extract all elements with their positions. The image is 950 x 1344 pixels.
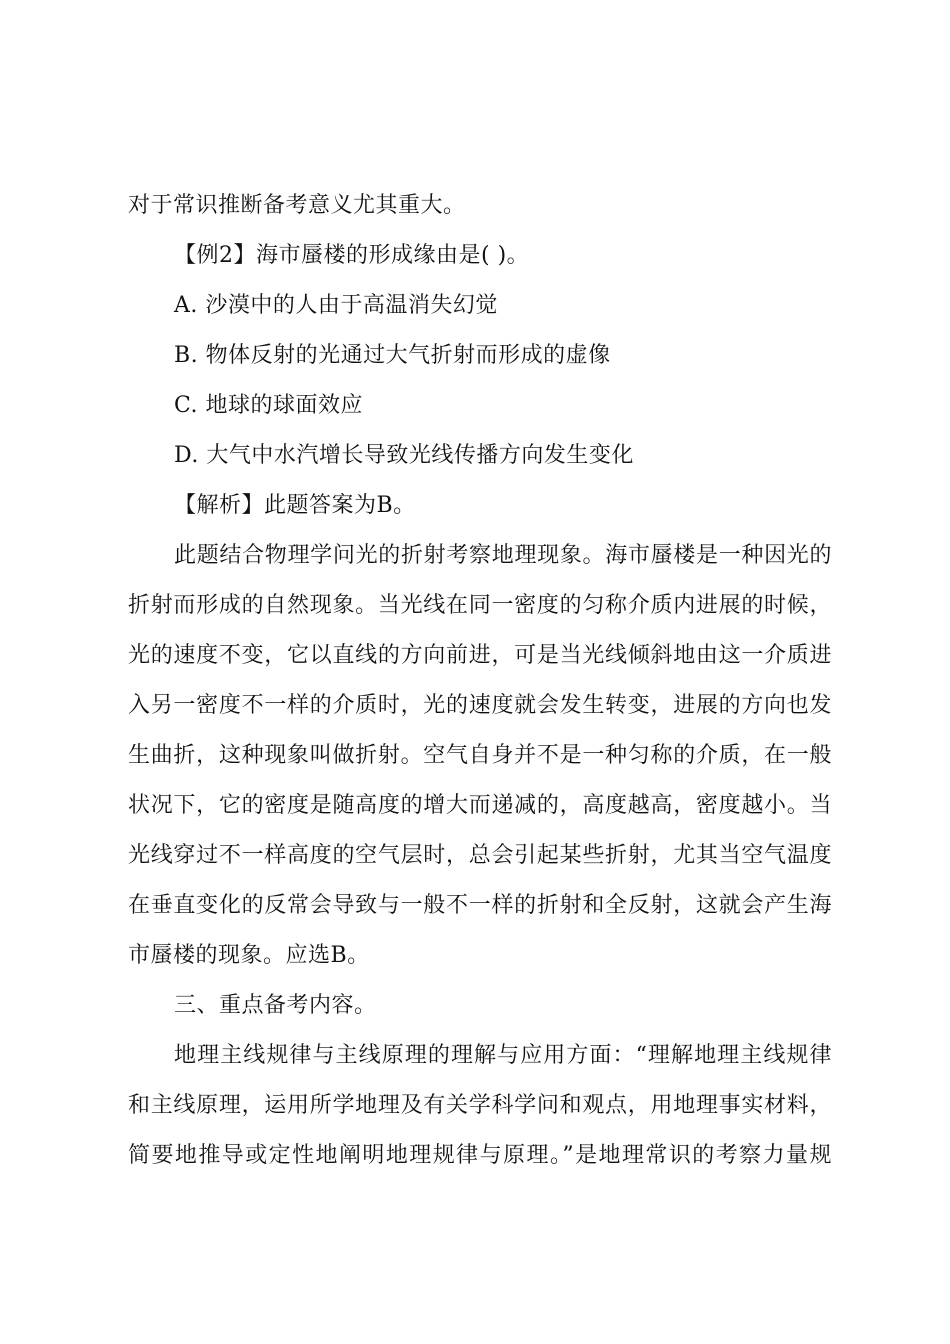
- section-line: 简要地推导或定性地阐明地理规律与原理。”是地理常识的考察力量规: [128, 1143, 832, 1168]
- option-b: B. 物体反射的光通过大气折射而形成的虚像: [174, 343, 611, 368]
- option-c: C. 地球的球面效应: [174, 393, 364, 418]
- analysis-line: 市蜃楼的现象。应选B。: [128, 943, 370, 968]
- analysis-line: 光的速度不变，它以直线的方向前进，可是当光线倾斜地由这一介质进: [128, 643, 832, 668]
- analysis-line: 此题结合物理学问光的折射考察地理现象。海市蜃楼是一种因光的: [174, 543, 832, 568]
- option-a: A. 沙漠中的人由于高温消失幻觉: [174, 293, 498, 318]
- example-heading: 【例2】海市蜃楼的形成缘由是( )。: [174, 243, 530, 268]
- analysis-line: 在垂直变化的反常会导致与一般不一样的折射和全反射，这就会产生海: [128, 893, 832, 918]
- section-line: 和主线原理，运用所学地理及有关学科学问和观点，用地理事实材料，: [128, 1093, 832, 1118]
- analysis-line: 生曲折，这种现象叫做折射。空气自身并不是一种匀称的介质，在一般: [128, 743, 832, 768]
- analysis-line: 状况下，它的密度是随高度的增大而递减的，高度越高，密度越小。当: [128, 793, 832, 818]
- analysis-line: 光线穿过不一样高度的空气层时，总会引起某些折射，尤其当空气温度: [128, 843, 832, 868]
- analysis-line: 折射而形成的自然现象。当光线在同一密度的匀称介质内进展的时候，: [128, 593, 832, 618]
- intro-line: 对于常识推断备考意义尤其重大。: [128, 193, 466, 218]
- analysis-heading: 【解析】此题答案为B。: [174, 493, 416, 518]
- analysis-line: 入另一密度不一样的介质时，光的速度就会发生转变，进展的方向也发: [128, 693, 832, 718]
- option-d: D. 大气中水汽增长导致光线传播方向发生变化: [174, 443, 634, 468]
- section-line: 地理主线规律与主线原理的理解与应用方面：“理解地理主线规律: [174, 1043, 832, 1068]
- section-heading: 三、重点备考内容。: [174, 993, 377, 1018]
